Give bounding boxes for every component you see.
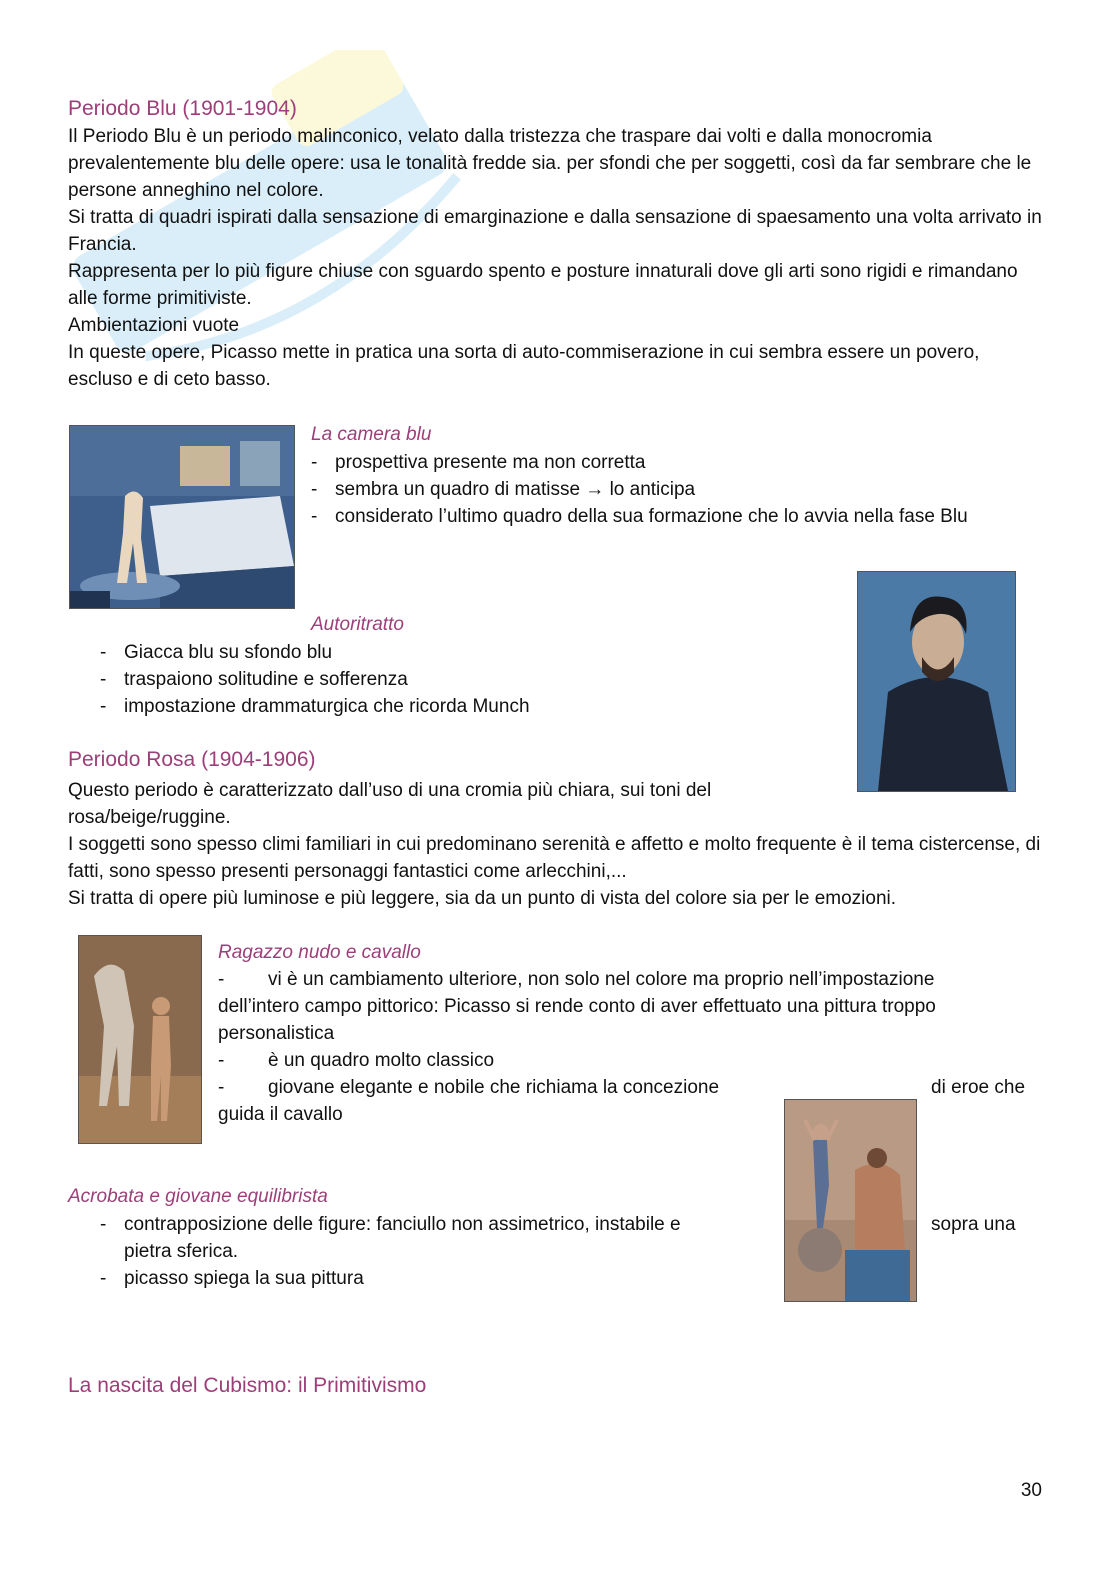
- list-item: - vi è un cambiamento ulteriore, non solo nel colore ma proprio nell’impostazione dell’intero campo pittorico: Picasso si rende conto di aver effettuato una pittura troppo personalistica: [218, 969, 936, 1044]
- list-item: - traspaiono solitudine e sofferenza: [100, 666, 800, 693]
- list-item: - prospettiva presente ma non corretta: [311, 449, 1041, 476]
- section-title-periodo-blu: Periodo Blu (1901-1904): [68, 97, 297, 120]
- list-item: - giovane elegante e nobile che richiama la concezione: [218, 1077, 720, 1098]
- section-title-periodo-rosa: Periodo Rosa (1904-1906): [68, 748, 316, 771]
- title-autoritratto: Autoritratto: [311, 614, 404, 635]
- list-item: - contrapposizione delle figure: fanciullo non assimetrico, instabile e pietra sferica.: [100, 1211, 760, 1265]
- painting-acrobata-equilibrista: [784, 1099, 917, 1302]
- list-item: - considerato l’ultimo quadro della sua formazione che lo avvia nella fase Blu: [311, 503, 1041, 530]
- paragraph: Si tratta di quadri ispirati dalla sensazione di emarginazione e dalla sensazione di spaesamento una volta arrivato in Francia.: [68, 207, 1042, 255]
- list-item: - Giacca blu su sfondo blu: [100, 639, 800, 666]
- list-autoritratto: [100, 639, 800, 720]
- periodo-blu-text: [68, 123, 1043, 393]
- page-number: 30: [1020, 1480, 1042, 1501]
- paragraph: Il Periodo Blu è un periodo malinconico, velato dalla tristezza che traspare dai volti e dalla monocromia prevalentemente blu delle opere: usa le tonalità fredde sia. per sfondi che per soggetti, così da far sembrare che le persone anneghino nel colore.: [68, 126, 1032, 201]
- paragraph: Rappresenta per lo più figure chiuse con sguardo spento e posture innaturali dove gli arti sono rigidi e rimandano alle forme primitiviste.: [68, 261, 1018, 309]
- paragraph: In queste opere, Picasso mette in pratica una sorta di auto-commiserazione in cui sembra essere un povero, escluso e di ceto basso.: [68, 342, 980, 390]
- list-ragazzo-nudo-cavallo: [218, 966, 1018, 1074]
- paragraph: Si tratta di opere più luminose e più leggere, sia da un punto di vista del colore sia per le emozioni.: [68, 888, 897, 909]
- title-camera-blu: La camera blu: [311, 424, 432, 445]
- list-item: - sembra un quadro di matisse → lo anticipa: [311, 476, 1041, 503]
- painting-ragazzo-nudo-cavallo: [78, 935, 202, 1144]
- painting-camera-blu: [69, 425, 295, 609]
- paragraph: I soggetti sono spesso climi familiari in cui predominano serenità e affetto e molto frequente è il tema cistercense, di fatti, sono spesso presenti personaggi fantastici come arlecchini,...: [68, 834, 1041, 882]
- title-acrobata-equilibrista: Acrobata e giovane equilibrista: [68, 1186, 328, 1207]
- list-item: - è un quadro molto classico: [218, 1050, 495, 1071]
- list-item-continuation: di eroe che: [931, 1077, 1026, 1098]
- title-ragazzo-nudo-cavallo: Ragazzo nudo e cavallo: [218, 942, 421, 963]
- list-item-continuation: guida il cavallo: [218, 1104, 343, 1125]
- list-item-continuation: sopra una: [931, 1214, 1016, 1235]
- paragraph: Questo periodo è caratterizzato dall’uso di una cromia più chiara, sui toni del rosa/beige/ruggine.: [68, 780, 712, 828]
- list-item: - impostazione drammaturgica che ricorda Munch: [100, 693, 800, 720]
- section-title-cubismo: La nascita del Cubismo: il Primitivismo: [68, 1374, 427, 1397]
- list-item: - picasso spiega la sua pittura: [100, 1265, 760, 1292]
- painting-autoritratto: [857, 571, 1016, 792]
- paragraph: Ambientazioni vuote: [68, 315, 240, 336]
- list-acrobata-equilibrista: [100, 1211, 760, 1292]
- list-camera-blu: [311, 449, 1041, 530]
